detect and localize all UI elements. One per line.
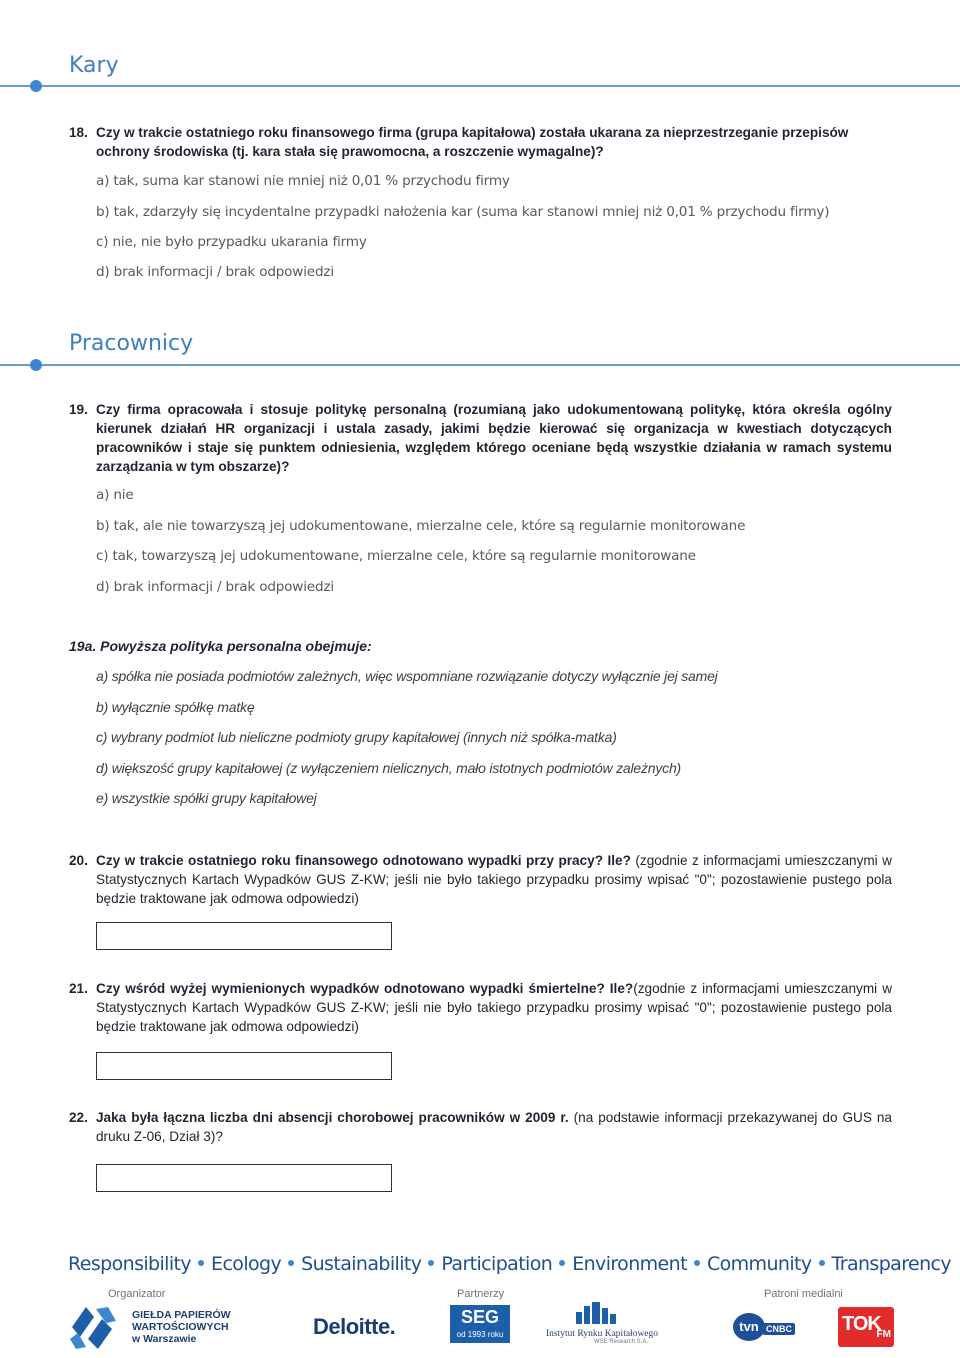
question-text: Jaka była łączna liczba dni absencji chorobowej pracowników w 2009 r. — [96, 1110, 569, 1125]
option-18c[interactable]: c) nie, nie było przypadku ukarania firmy — [96, 234, 367, 250]
gpw-logo — [68, 1303, 248, 1351]
seg-logo-sub: od 1993 roku — [456, 1330, 504, 1339]
option-19a-c[interactable]: c) wybrany podmiot lub nieliczne podmioty grupy kapitałowej (innych niż spółka-matka) — [96, 729, 617, 745]
footer-label-patroni: Patroni medialni — [764, 1288, 843, 1300]
option-18a[interactable]: a) tak, suma kar stanowi nie mniej niż 0,01 % przychodu firmy — [96, 173, 510, 189]
question-text: Czy wśród wyżej wymienionych wypadków odnotowano wypadki śmiertelne? Ile? — [96, 981, 634, 996]
question-text: Czy w trakcie ostatniego roku finansowego firma (grupa kapitałowa) została ukarana za nieprzestrzeganie przepisów — [96, 125, 849, 140]
question-note: (na podstawie informacji przekazywanej do GUS na druku Z-06, Dział 3)? — [96, 1110, 892, 1144]
option-19a-d[interactable]: d) większość grupy kapitałowej (z wyłączeniem nielicznych, mało istotnych podmiotów zależnych) — [96, 760, 681, 776]
option-19a[interactable]: a) nie — [96, 487, 134, 503]
footer-word: Ecology — [211, 1253, 282, 1275]
section-title-kary: Kary — [69, 53, 119, 78]
irk-skyline-icon — [546, 1302, 656, 1324]
option-19a-e[interactable]: e) wszystkie spółki grupy kapitałowej — [96, 790, 317, 806]
footer-values-band — [68, 1253, 951, 1275]
question-text-cont: ochrony środowiska (tj. kara stała się prawomocna, a roszczenie wymagalne)? — [96, 144, 604, 159]
separator-dot-icon — [559, 1260, 565, 1266]
question-text: Czy firma opracowała i stosuje politykę personalną (rozumianą jako udokumentowaną politykę, która określa ogólny kierunek działań HR organizacji i ustala zasady, jakimi będzie kierować się organizacja w kwestiach dotyczących pracowników i staje się punktem odniesienia, względem którego oceniane będą wszystkie działania w ramach systemu zarządzania w tym obszarze)? — [96, 402, 892, 474]
answer-field-21[interactable] — [96, 1052, 392, 1080]
footer-word: Participation — [441, 1253, 553, 1275]
answer-field-22[interactable] — [96, 1164, 392, 1192]
question-21 — [69, 979, 892, 1036]
irk-sub: WSE Research S.A. — [593, 1339, 648, 1345]
tokfm-logo-text: TOK — [842, 1313, 881, 1335]
option-19c[interactable]: c) tak, towarzyszą jej udokumentowane, mierzalne cele, które są regularnie monitorowane — [96, 548, 696, 564]
question-19 — [69, 400, 892, 476]
option-19a-a[interactable]: a) spółka nie posiada podmiotów zależnych, więc wspomniane rozwiązanie dotyczy wyłącznie jej samej — [96, 668, 718, 684]
separator-dot-icon — [819, 1260, 825, 1266]
irk-name: Instytut Rynku Kapitałowego — [546, 1329, 659, 1339]
option-18d[interactable]: d) brak informacji / brak odpowiedzi — [96, 264, 334, 280]
footer-word: Transparency — [831, 1253, 952, 1275]
footer-label-partnerzy: Partnerzy — [457, 1288, 505, 1300]
deloitte-logo: Deloitte. — [313, 1314, 396, 1339]
bullet-dot-icon — [30, 359, 42, 371]
footer-label-organizator: Organizator — [108, 1288, 166, 1300]
footer-word: Environment — [572, 1253, 687, 1275]
option-19a-b[interactable]: b) wyłącznie spółkę matkę — [96, 699, 255, 715]
tokfm-logo-fm: FM — [876, 1329, 891, 1340]
separator-dot-icon — [428, 1260, 434, 1266]
section-title-pracownicy: Pracownicy — [69, 331, 194, 356]
question-note: (zgodnie z informacjami umieszczanymi w Statystycznych Kartach Wypadków GUS Z-KW; jeśli nie było takiego przypadku prosimy wpisać "0"; pozostawienie pustego pola będzie traktowane jak odmowa odpowiedzi) — [96, 981, 893, 1034]
cnbc-logo: CNBC — [763, 1323, 795, 1335]
tvn-logo: tvn — [733, 1313, 765, 1341]
gpw-emblem-icon — [68, 1303, 120, 1351]
question-note: (zgodnie z informacjami umieszczanymi w Statystycznych Kartach Wypadków GUS Z-KW; jeśli nie było takiego przypadku prosimy wpisać "0"; pozostawienie pustego pola będzie traktowane jak odmowa odpowiedzi) — [96, 853, 892, 906]
question-text: Czy w trakcie ostatniego roku finansowego odnotowano wypadki przy pracy? Ile? — [96, 853, 631, 868]
question-number: 20. — [69, 853, 88, 868]
footer-word: Responsibility — [68, 1253, 192, 1275]
question-18 — [69, 123, 892, 161]
irk-logo — [546, 1302, 659, 1346]
option-19b[interactable]: b) tak, ale nie towarzyszą jej udokumentowane, mierzalne cele, które są regularnie monitorowane — [96, 518, 746, 534]
section-divider — [0, 85, 960, 87]
footer-word: Community — [706, 1253, 812, 1275]
seg-logo-text: SEG — [460, 1307, 499, 1327]
footer-word: Sustainability — [301, 1253, 422, 1275]
question-number: 22. — [69, 1110, 88, 1125]
option-19d[interactable]: d) brak informacji / brak odpowiedzi — [96, 579, 334, 595]
separator-dot-icon — [198, 1260, 204, 1266]
separator-dot-icon — [288, 1260, 294, 1266]
question-number: 18. — [69, 125, 88, 140]
question-20 — [69, 851, 892, 908]
tokfm-logo — [838, 1307, 894, 1347]
bullet-dot-icon — [30, 80, 42, 92]
question-22 — [69, 1108, 892, 1146]
gpw-name-line: w Warszawie — [132, 1333, 197, 1345]
gpw-name-line: WARTOŚCIOWYCH — [132, 1321, 229, 1333]
question-number: 21. — [69, 981, 88, 996]
separator-dot-icon — [694, 1260, 700, 1266]
seg-logo — [450, 1305, 510, 1343]
question-19a: 19a. Powyższa polityka personalna obejmuje: — [69, 638, 372, 654]
option-18b[interactable]: b) tak, zdarzyły się incydentalne przypadki nałożenia kar (suma kar stanowi mniej niż 0,01 % przychodu firmy) — [96, 204, 830, 220]
question-number: 19. — [69, 402, 88, 417]
tvn-cnbc-logo — [733, 1313, 797, 1343]
gpw-name-line: GIEŁDA PAPIERÓW — [132, 1309, 231, 1321]
section-divider — [0, 364, 960, 366]
answer-field-20[interactable] — [96, 922, 392, 950]
